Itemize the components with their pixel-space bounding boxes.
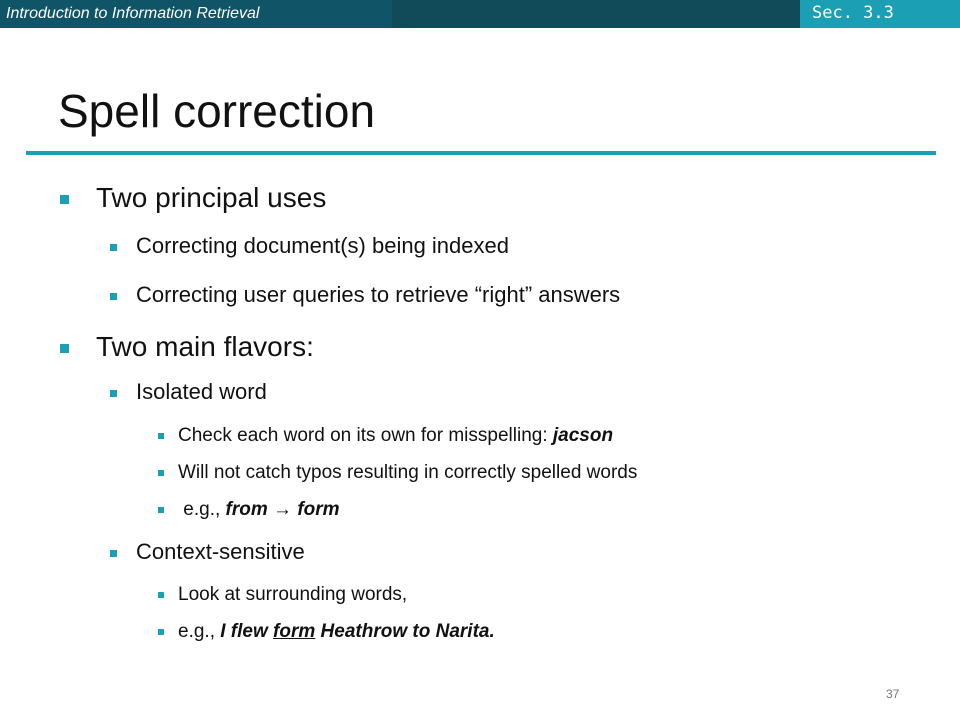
slide-title: Spell correction [58, 85, 376, 137]
header-middle-panel [392, 0, 800, 28]
bullet-text: Will not catch typos resulting in correctly spelled words [178, 462, 638, 483]
square-bullet-icon [60, 344, 69, 353]
square-bullet-icon [158, 629, 164, 635]
section-label: Sec. 3.3 [812, 3, 894, 23]
square-bullet-icon [110, 244, 117, 251]
square-bullet-icon [110, 293, 117, 300]
square-bullet-icon [110, 550, 117, 557]
example-sentence-end: Heathrow to Narita. [315, 621, 495, 642]
example-word-form: form [297, 499, 340, 520]
bullet-text: Look at surrounding words, [178, 584, 408, 605]
bullet-text [178, 425, 613, 447]
bullet-text [178, 499, 340, 521]
example-sentence-start: I flew [220, 621, 274, 642]
bullet-text: Two main flavors: [96, 331, 314, 362]
course-title: Introduction to Information Retrieval [6, 5, 260, 22]
right-arrow-icon: → [273, 499, 293, 520]
square-bullet-icon [60, 195, 69, 204]
square-bullet-icon [158, 433, 164, 439]
bullet-text: Correcting user queries to retrieve “right” answers [136, 282, 621, 307]
bullet-text [178, 621, 495, 643]
header-bar [0, 0, 960, 28]
bullet-text-prefix: e.g., [178, 499, 226, 520]
title-underline [26, 151, 936, 155]
bullet-text: Two principal uses [96, 182, 327, 213]
example-word-from: from [225, 499, 268, 520]
bullet-text: Correcting document(s) being indexed [136, 233, 509, 258]
square-bullet-icon [158, 592, 164, 598]
page-number: 37 [886, 687, 900, 701]
bullet-text: Context-sensitive [136, 539, 305, 564]
example-word-form-underlined: form [273, 621, 316, 642]
square-bullet-icon [110, 390, 117, 397]
square-bullet-icon [158, 507, 164, 513]
bullet-text-prefix: Check each word on its own for misspelling: [178, 425, 553, 446]
square-bullet-icon [158, 470, 164, 476]
example-sentence [220, 621, 495, 642]
example-word-jacson: jacson [552, 425, 614, 446]
bullet-text-prefix: e.g., [178, 621, 221, 642]
bullet-text: Isolated word [136, 379, 267, 404]
